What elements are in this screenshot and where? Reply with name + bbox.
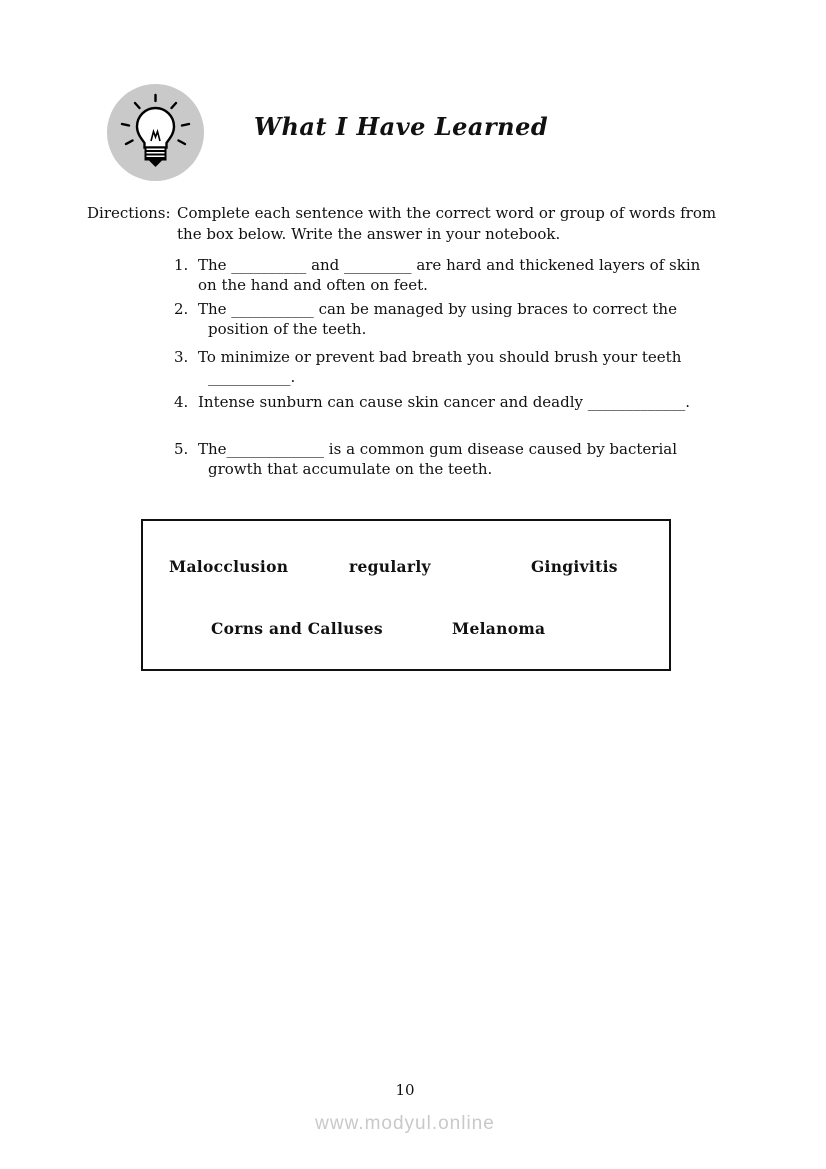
word-bank-item: Corns and Calluses (211, 619, 383, 638)
question-list (174, 255, 754, 479)
word-bank-item: Gingivitis (531, 557, 618, 576)
directions-line: the box below. Write the answer in your notebook. (177, 225, 561, 243)
word-bank-box (141, 519, 671, 671)
directions-line: Complete each sentence with the correct word or group of words from (177, 204, 717, 222)
question-number: 5. (174, 440, 189, 458)
page-title: What I Have Learned (254, 112, 549, 141)
question-item (174, 299, 754, 339)
lightbulb-icon (107, 84, 204, 181)
question-text (198, 392, 690, 412)
question-item (174, 255, 754, 295)
word-bank-item: Melanoma (452, 619, 546, 638)
question-number: 3. (174, 348, 189, 366)
question-line: Intense sunburn can cause skin cancer and deadly _____________. (198, 393, 691, 411)
question-line: The ___________ can be managed by using braces to correct the (198, 300, 677, 318)
question-item (174, 439, 754, 479)
directions-label: Directions: (87, 204, 171, 222)
watermark: www.modyul.online (315, 1113, 495, 1134)
question-text (198, 299, 677, 339)
question-item (174, 392, 754, 412)
directions-text (177, 203, 716, 245)
question-line: The __________ and _________ are hard and thickened layers of skin (198, 256, 701, 274)
question-number: 1. (174, 256, 189, 274)
question-line: on the hand and often on feet. (198, 276, 428, 294)
question-text (198, 347, 681, 387)
question-line: growth that accumulate on the teeth. (208, 460, 493, 478)
question-number: 2. (174, 300, 189, 318)
word-bank-item: Malocclusion (169, 557, 289, 576)
question-line: ___________. (208, 368, 296, 386)
question-line: position of the teeth. (208, 320, 367, 338)
question-text (198, 255, 700, 295)
question-line: The_____________ is a common gum disease caused by bacterial (198, 440, 677, 458)
question-text (198, 439, 677, 479)
question-number: 4. (174, 393, 189, 411)
question-item (174, 347, 754, 387)
word-bank-item: regularly (349, 557, 431, 576)
question-line: To minimize or prevent bad breath you should brush your teeth (198, 348, 682, 366)
directions-section (87, 203, 716, 245)
page-number: 10 (395, 1081, 415, 1099)
